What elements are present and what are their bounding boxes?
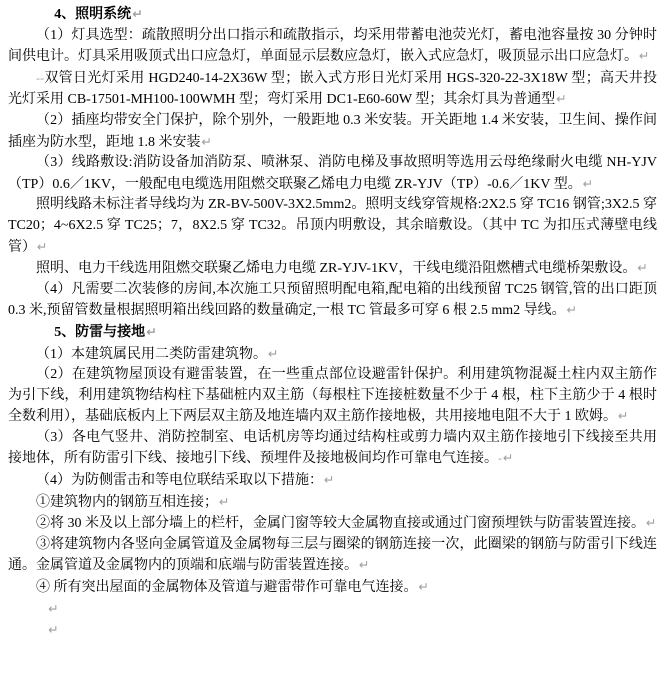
paragraph — [8, 513, 657, 535]
paragraph — [8, 26, 657, 68]
paragraph-text: （4）凡需要二次装修的房间,本次施工只预留照明配电箱,配电箱的出线预留 TC25 钢管,管的出口距顶 0.3 米,预留管数量根据照明箱出线回路的数量确定,一根 TC 管最多可穿 6 根 2.5 mm2 导线。 — [8, 281, 657, 319]
paragraph-mark-icon: ↵ — [48, 622, 59, 638]
paragraph-mark-icon: ↵ — [359, 557, 370, 573]
paragraph-text: （3）线路敷设:消防设备加消防泵、喷淋泵、消防电梯及事故照明等选用云母绝缘耐火电缆 NH-YJV（TP）0.6／1KV，一般配电电缆选用阻燃交联聚乙烯电力电缆 ZR-YJV（TP）-0.6／1KV 型。 — [8, 155, 657, 192]
paragraph-mark-icon: ↵ — [637, 260, 648, 276]
paragraph-mark-icon: ↵ — [201, 133, 212, 149]
paragraph-mark-icon: ↵ — [146, 323, 157, 339]
paragraph-text: 5、防雷与接地 — [54, 324, 146, 340]
paragraph — [8, 470, 657, 492]
paragraph-text: （1）灯具选型：疏散照明分出口指示和疏散指示，均采用带蓄电池荧光灯，蓄电池容量按 30 分钟时间供电计。灯具采用吸顶式出口应急灯，单面显示层数应急灯，嵌入式应急灯，吸顶显示出口应急灯。 — [8, 27, 657, 65]
paragraph-text: （2）插座均带安全门保护，除个别外，一般距地 0.3 米安装。开关距地 1.4 米安装，卫生间、操作间插座为防水型，距地 1.8 米安装 — [8, 112, 657, 150]
paragraph-text: 照明线路未标注者导线均为 ZR-BV-500V-3X2.5mm2。照明支线穿管规格:2X2.5 穿 TC16 钢管;3X2.5 穿 TC20；4~6X2.5 穿 TC25；7，8X2.5 穿 TC32。吊顶内明敷设，其余暗敷设。（其中 TC 为扣压式薄壁电线管） — [8, 197, 657, 255]
paragraph-text: ④ 所有突出屋面的金属物体及管道与避雷带作可靠电气连接。 — [36, 580, 418, 596]
paragraph — [8, 111, 657, 153]
paragraph-text: ①建筑物内的钢筋互相连接； — [36, 494, 218, 510]
paragraph-mark-icon: ↵ — [324, 472, 335, 488]
paragraph-mark-icon: ↵ — [566, 302, 578, 318]
paragraph-text: ②将 30 米及以上部分墙上的栏杆，金属门窗等较大金属物直接或通过门窗预埋铁与防雷装置连接。 — [36, 516, 645, 532]
paragraph — [8, 365, 657, 428]
paragraph-text: （1）本建筑属民用二类防雷建筑物。 — [36, 346, 267, 362]
paragraph — [8, 195, 657, 258]
empty-paragraph — [8, 620, 657, 642]
paragraph-mark-icon: ↵ — [219, 493, 230, 509]
paragraph — [8, 153, 657, 195]
paragraph-mark-icon: ↵ — [418, 579, 429, 595]
paragraph-mark-icon: ↵ — [268, 345, 279, 361]
paragraph-text: 双管日光灯采用 HGD240-14-2X36W 型；嵌入式方形日光灯采用 HGS-320-22-3X18W 型；高天井投光灯采用 CB-17501-MH100-100WMH 型；弯灯采用 DC1-E60-60W 型；其余灯具为普通型 — [8, 70, 657, 108]
paragraph-text: （4）为防侧雷击和等电位联结采取以下措施： — [36, 473, 323, 489]
paragraph — [8, 428, 657, 470]
paragraph-mark-icon: ↵ — [582, 175, 594, 191]
paragraph — [8, 258, 657, 280]
space-mark-icon: -- — [36, 70, 44, 85]
paragraph-text: 照明、电力干线选用阻燃交联聚乙烯电力电缆 ZR-YJV-1KV，干线电缆沿阻燃槽式电缆桥架敷设。 — [36, 261, 637, 277]
paragraph-mark-icon: ↵ — [556, 91, 567, 107]
paragraph — [8, 492, 657, 514]
empty-paragraph — [8, 599, 657, 621]
paragraph-mark-icon: ↵ — [618, 408, 629, 424]
paragraph-mark-icon: ↵ — [503, 450, 514, 466]
paragraph-mark-icon: ↵ — [639, 48, 650, 64]
paragraph — [8, 535, 657, 577]
document-body — [8, 4, 657, 642]
paragraph-text: （3）各电气竖井、消防控制室、电话机房等均通过结构柱或剪力墙内双主筋作接地引下线接至共用接地体，所有防雷引下线、接地引下线、预埋件及接地极间均作可靠电气连接。 — [8, 429, 657, 467]
paragraph-mark-icon: ↵ — [37, 238, 48, 254]
space-mark-icon: - — [498, 451, 502, 466]
paragraph-mark-icon: ↵ — [646, 515, 657, 531]
paragraph — [8, 577, 657, 599]
paragraph-text: 4、照明系统 — [54, 7, 132, 22]
paragraph — [8, 280, 657, 322]
paragraph-mark-icon: ↵ — [48, 600, 59, 616]
section-heading — [8, 4, 657, 26]
paragraph — [8, 344, 657, 366]
paragraph-mark-icon: ↵ — [132, 6, 143, 21]
paragraph — [8, 68, 657, 111]
section-heading — [8, 322, 657, 344]
paragraph-text: （2）在建筑物屋顶设有避雷装置，在一些重点部位设避雷针保护。利用建筑物混凝土柱内双主筋作为引下线，利用建筑物结构柱下基础桩内双主筋（每根柱下连接桩数量不少于 4 根，柱下主筋少于 4 根时全数利用），基础底板内上下两层双主筋及地连墙内双主筋作接地极，共用接地电阻不大于 1 欧姆。 — [8, 367, 657, 425]
paragraph-text: ③将建筑物内各竖向金属管道及金属物每三层与圈梁的钢筋连接一次，此圈梁的钢筋与防雷引下线连通。金属管道及金属物内的顶端和底端与防雷装置连接。 — [8, 536, 657, 574]
